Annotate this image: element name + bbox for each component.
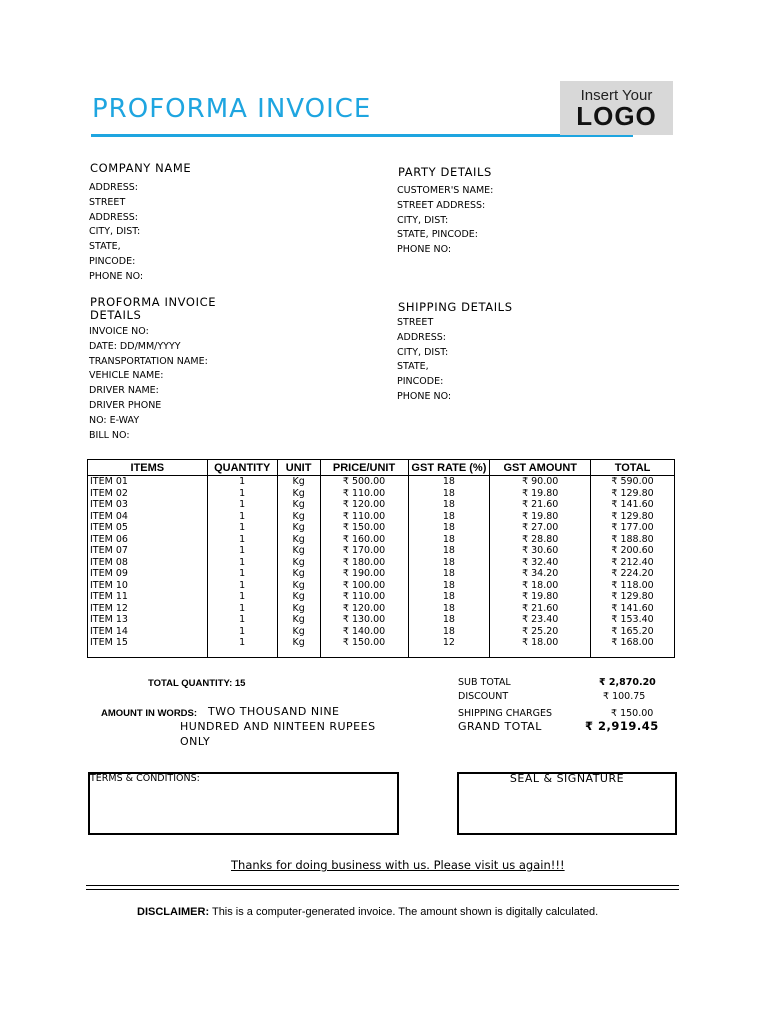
cell-price: ₹ 170.00 xyxy=(320,545,408,557)
disclaimer-text: This is a computer-generated invoice. The amount shown is digitally calculated. xyxy=(211,906,599,918)
thanks-message: Thanks for doing business with us. Please visit us again!!! xyxy=(231,858,565,872)
total-quantity: TOTAL QUANTITY: 15 xyxy=(148,678,246,689)
amount-in-words-line: TWO THOUSAND NINE xyxy=(208,705,340,718)
cell-price: ₹ 120.00 xyxy=(320,603,408,615)
table-row xyxy=(88,626,675,638)
cell-total: ₹ 168.00 xyxy=(591,637,675,658)
cell-unit: Kg xyxy=(277,545,320,557)
cell-price: ₹ 110.00 xyxy=(320,488,408,500)
cell-gst-amount: ₹ 23.40 xyxy=(490,614,591,626)
cell-item: ITEM 13 xyxy=(88,614,208,626)
shipping-line: CITY, DIST: xyxy=(397,346,449,358)
cell-gst-amount: ₹ 18.00 xyxy=(490,580,591,592)
cell-unit: Kg xyxy=(277,568,320,580)
disclaimer-label: DISCLAIMER: xyxy=(137,906,210,918)
invoice-details-heading xyxy=(90,296,216,322)
table-row xyxy=(88,511,675,523)
cell-unit: Kg xyxy=(277,614,320,626)
table-body xyxy=(88,476,675,658)
cell-unit: Kg xyxy=(277,499,320,511)
cell-total: ₹ 177.00 xyxy=(591,522,675,534)
shipping-charges-value: ₹ 150.00 xyxy=(611,708,654,719)
cell-gst-amount: ₹ 28.80 xyxy=(490,534,591,546)
cell-quantity: 1 xyxy=(207,534,277,546)
company-line: CITY, DIST: xyxy=(89,226,141,238)
seal-signature-label: SEAL & SIGNATURE xyxy=(509,772,625,785)
cell-total: ₹ 165.20 xyxy=(591,626,675,638)
cell-price: ₹ 190.00 xyxy=(320,568,408,580)
cell-gst-rate: 18 xyxy=(408,545,490,557)
cell-unit: Kg xyxy=(277,522,320,534)
cell-gst-rate: 18 xyxy=(408,626,490,638)
sub-total-label: SUB TOTAL xyxy=(458,677,511,688)
cell-gst-amount: ₹ 19.80 xyxy=(490,511,591,523)
cell-unit: Kg xyxy=(277,534,320,546)
cell-gst-amount: ₹ 18.00 xyxy=(490,637,591,658)
table-row xyxy=(88,476,675,488)
cell-item: ITEM 08 xyxy=(88,557,208,569)
cell-item: ITEM 01 xyxy=(88,476,208,488)
column-header-quantity: QUANTITY xyxy=(207,460,277,476)
shipping-line: PINCODE: xyxy=(397,376,444,388)
invoice-line: DATE: DD/MM/YYYY xyxy=(89,340,181,352)
table-row xyxy=(88,522,675,534)
cell-price: ₹ 500.00 xyxy=(320,476,408,488)
shipping-charges-label: SHIPPING CHARGES xyxy=(458,708,552,719)
company-line: ADDRESS: xyxy=(89,211,138,223)
table-row xyxy=(88,603,675,615)
cell-price: ₹ 110.00 xyxy=(320,591,408,603)
cell-gst-rate: 18 xyxy=(408,534,490,546)
company-line: PHONE NO: xyxy=(89,270,144,282)
cell-price: ₹ 130.00 xyxy=(320,614,408,626)
invoice-details-heading-line: PROFORMA INVOICE xyxy=(90,295,217,309)
invoice-line: NO: E-WAY xyxy=(89,414,140,426)
cell-gst-amount: ₹ 21.60 xyxy=(490,499,591,511)
invoice-line: VEHICLE NAME: xyxy=(89,370,164,382)
cell-item: ITEM 07 xyxy=(88,545,208,557)
cell-item: ITEM 06 xyxy=(88,534,208,546)
invoice-details-heading-line: DETAILS xyxy=(90,308,142,322)
cell-price: ₹ 100.00 xyxy=(320,580,408,592)
cell-item: ITEM 11 xyxy=(88,591,208,603)
company-line: ADDRESS: xyxy=(89,182,138,193)
table-row xyxy=(88,637,675,658)
shipping-details xyxy=(397,316,451,405)
grand-total-value: ₹ 2,919.45 xyxy=(585,719,659,733)
cell-gst-rate: 18 xyxy=(408,557,490,569)
shipping-line: STREET xyxy=(397,317,434,328)
company-line: STREET xyxy=(89,196,126,208)
cell-total: ₹ 129.80 xyxy=(591,591,675,603)
cell-gst-amount: ₹ 32.40 xyxy=(490,557,591,569)
party-line: STREET ADDRESS: xyxy=(397,199,486,211)
cell-price: ₹ 140.00 xyxy=(320,626,408,638)
party-heading: PARTY DETAILS xyxy=(398,165,492,179)
column-header-gst-rate: GST RATE (%) xyxy=(408,460,490,476)
cell-quantity: 1 xyxy=(207,637,277,658)
title-underline xyxy=(91,134,633,137)
cell-item: ITEM 02 xyxy=(88,488,208,500)
cell-total: ₹ 141.60 xyxy=(591,499,675,511)
logo-placeholder xyxy=(560,81,673,135)
cell-gst-rate: 18 xyxy=(408,488,490,500)
amount-in-words-line: ONLY xyxy=(180,735,211,748)
table-header-row xyxy=(88,460,675,476)
table-row xyxy=(88,534,675,546)
cell-gst-amount: ₹ 25.20 xyxy=(490,626,591,638)
cell-unit: Kg xyxy=(277,557,320,569)
cell-item: ITEM 05 xyxy=(88,522,208,534)
company-heading: COMPANY NAME xyxy=(90,161,192,175)
cell-gst-amount: ₹ 90.00 xyxy=(490,476,591,488)
cell-item: ITEM 04 xyxy=(88,511,208,523)
grand-total-label: GRAND TOTAL xyxy=(458,720,542,733)
cell-item: ITEM 10 xyxy=(88,580,208,592)
footer-rule-top xyxy=(86,885,679,886)
sub-total-value: ₹ 2,870.20 xyxy=(599,677,656,688)
cell-quantity: 1 xyxy=(207,522,277,534)
cell-item: ITEM 12 xyxy=(88,603,208,615)
amount-in-words-line: HUNDRED AND NINTEEN RUPEES xyxy=(180,720,376,733)
party-details xyxy=(397,184,493,258)
cell-gst-amount: ₹ 27.00 xyxy=(490,522,591,534)
shipping-heading: SHIPPING DETAILS xyxy=(398,300,513,314)
cell-gst-rate: 18 xyxy=(408,511,490,523)
cell-total: ₹ 129.80 xyxy=(591,488,675,500)
cell-gst-rate: 18 xyxy=(408,603,490,615)
items-table xyxy=(87,459,675,658)
cell-quantity: 1 xyxy=(207,499,277,511)
cell-total: ₹ 200.60 xyxy=(591,545,675,557)
cell-total: ₹ 141.60 xyxy=(591,603,675,615)
cell-price: ₹ 180.00 xyxy=(320,557,408,569)
cell-total: ₹ 590.00 xyxy=(591,476,675,488)
cell-gst-amount: ₹ 19.80 xyxy=(490,488,591,500)
shipping-line: STATE, xyxy=(397,361,429,373)
terms-box xyxy=(88,772,399,835)
invoice-line: INVOICE NO: xyxy=(89,326,149,337)
cell-unit: Kg xyxy=(277,476,320,488)
cell-quantity: 1 xyxy=(207,591,277,603)
page-title: PROFORMA INVOICE xyxy=(92,94,372,124)
cell-item: ITEM 03 xyxy=(88,499,208,511)
table-row xyxy=(88,499,675,511)
disclaimer xyxy=(137,906,598,918)
invoice-line: TRANSPORTATION NAME: xyxy=(89,355,208,367)
terms-label: TERMS & CONDITIONS: xyxy=(90,773,200,784)
table-row xyxy=(88,614,675,626)
cell-unit: Kg xyxy=(277,603,320,615)
column-header-gst-amount: GST AMOUNT xyxy=(490,460,591,476)
invoice-details xyxy=(89,325,208,443)
cell-unit: Kg xyxy=(277,488,320,500)
cell-quantity: 1 xyxy=(207,488,277,500)
logo-line-1: Insert Your xyxy=(580,87,653,104)
logo-line-2: LOGO xyxy=(576,101,657,131)
table-row xyxy=(88,488,675,500)
cell-quantity: 1 xyxy=(207,545,277,557)
cell-gst-rate: 18 xyxy=(408,568,490,580)
cell-gst-rate: 12 xyxy=(408,637,490,658)
cell-gst-amount: ₹ 19.80 xyxy=(490,591,591,603)
cell-gst-rate: 18 xyxy=(408,476,490,488)
column-header-unit: UNIT xyxy=(277,460,320,476)
cell-price: ₹ 160.00 xyxy=(320,534,408,546)
cell-total: ₹ 212.40 xyxy=(591,557,675,569)
cell-quantity: 1 xyxy=(207,476,277,488)
cell-unit: Kg xyxy=(277,511,320,523)
seal-signature-box xyxy=(457,772,677,835)
party-line: CITY, DIST: xyxy=(397,214,449,226)
table-row xyxy=(88,545,675,557)
cell-unit: Kg xyxy=(277,637,320,658)
cell-quantity: 1 xyxy=(207,603,277,615)
cell-gst-rate: 18 xyxy=(408,499,490,511)
cell-price: ₹ 110.00 xyxy=(320,511,408,523)
party-line: PHONE NO: xyxy=(397,244,452,256)
cell-gst-amount: ₹ 21.60 xyxy=(490,603,591,615)
cell-gst-amount: ₹ 30.60 xyxy=(490,545,591,557)
cell-total: ₹ 188.80 xyxy=(591,534,675,546)
cell-unit: Kg xyxy=(277,580,320,592)
table-row xyxy=(88,591,675,603)
party-line: CUSTOMER'S NAME: xyxy=(397,185,494,196)
cell-quantity: 1 xyxy=(207,557,277,569)
cell-item: ITEM 15 xyxy=(88,637,208,658)
cell-total: ₹ 118.00 xyxy=(591,580,675,592)
discount-label: DISCOUNT xyxy=(458,691,509,702)
discount-value: ₹ 100.75 xyxy=(603,691,646,702)
company-line: STATE, xyxy=(89,241,121,253)
cell-unit: Kg xyxy=(277,626,320,638)
column-header-price: PRICE/UNIT xyxy=(320,460,408,476)
cell-item: ITEM 09 xyxy=(88,568,208,580)
company-details xyxy=(89,181,143,285)
cell-quantity: 1 xyxy=(207,580,277,592)
shipping-line: ADDRESS: xyxy=(397,331,446,343)
cell-quantity: 1 xyxy=(207,511,277,523)
table-row xyxy=(88,568,675,580)
cell-gst-rate: 18 xyxy=(408,522,490,534)
cell-unit: Kg xyxy=(277,591,320,603)
cell-price: ₹ 150.00 xyxy=(320,637,408,658)
column-header-total: TOTAL xyxy=(591,460,675,476)
cell-total: ₹ 129.80 xyxy=(591,511,675,523)
amount-in-words-label: AMOUNT IN WORDS: xyxy=(101,708,198,719)
party-line: STATE, PINCODE: xyxy=(397,229,478,241)
column-header-items: ITEMS xyxy=(88,460,208,476)
invoice-line: DRIVER NAME: xyxy=(89,385,159,397)
cell-quantity: 1 xyxy=(207,568,277,580)
cell-gst-amount: ₹ 34.20 xyxy=(490,568,591,580)
cell-total: ₹ 153.40 xyxy=(591,614,675,626)
cell-total: ₹ 224.20 xyxy=(591,568,675,580)
cell-item: ITEM 14 xyxy=(88,626,208,638)
company-line: PINCODE: xyxy=(89,255,136,267)
table-row xyxy=(88,580,675,592)
cell-gst-rate: 18 xyxy=(408,591,490,603)
cell-gst-rate: 18 xyxy=(408,580,490,592)
table-row xyxy=(88,557,675,569)
cell-quantity: 1 xyxy=(207,626,277,638)
footer-rule-bottom xyxy=(86,889,679,890)
cell-price: ₹ 120.00 xyxy=(320,499,408,511)
cell-gst-rate: 18 xyxy=(408,614,490,626)
cell-quantity: 1 xyxy=(207,614,277,626)
invoice-line: BILL NO: xyxy=(89,429,130,441)
cell-price: ₹ 150.00 xyxy=(320,522,408,534)
shipping-line: PHONE NO: xyxy=(397,390,452,402)
invoice-line: DRIVER PHONE xyxy=(89,399,162,411)
